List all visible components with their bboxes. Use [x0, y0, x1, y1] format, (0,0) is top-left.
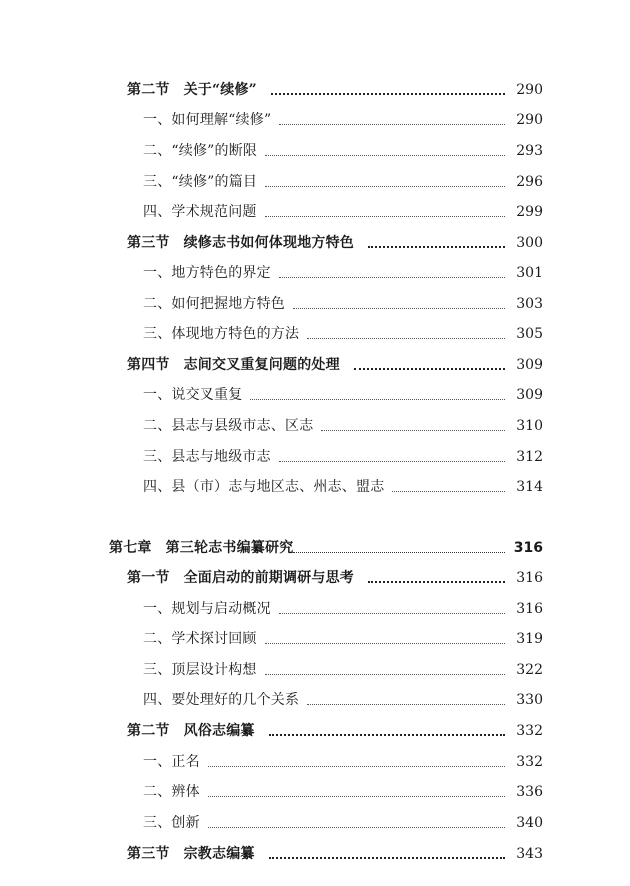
dot-leader — [269, 734, 505, 736]
toc-item[interactable] — [143, 385, 543, 405]
item-title: 一、如何理解“续修” — [143, 112, 272, 128]
page-number: 316 — [516, 601, 543, 617]
dot-leader — [250, 399, 505, 400]
chapter-number: 第七章 — [109, 540, 152, 556]
dot-leader — [279, 613, 505, 614]
toc-section[interactable] — [127, 721, 543, 741]
dot-leader — [265, 643, 505, 644]
dot-leader — [208, 766, 505, 767]
section-title: 宗教志编纂 — [183, 846, 255, 862]
item-title: 四、学术规范问题 — [143, 204, 257, 220]
dot-leader — [293, 552, 505, 553]
page-number: 309 — [516, 387, 543, 403]
item-title: 二、如何把握地方特色 — [143, 296, 285, 312]
page-number: 309 — [516, 357, 543, 373]
dot-leader — [392, 491, 505, 492]
dot-leader — [265, 186, 505, 187]
section-title: 全面启动的前期调研与思考 — [183, 570, 355, 586]
dot-leader — [269, 857, 505, 859]
toc-section[interactable] — [127, 233, 543, 253]
dot-leader — [279, 124, 505, 125]
section-number: 第四节 — [127, 357, 170, 373]
item-title: 三、体现地方特色的方法 — [143, 326, 300, 342]
dot-leader — [321, 430, 505, 431]
section-title: 志间交叉重复问题的处理 — [183, 357, 340, 373]
toc-item[interactable] — [143, 110, 543, 130]
dot-leader — [293, 308, 505, 309]
toc-item[interactable] — [143, 660, 543, 680]
section-number: 第二节 — [127, 723, 170, 739]
page-number: 340 — [516, 815, 543, 831]
item-title: 一、说交叉重复 — [143, 387, 243, 403]
toc-item[interactable] — [143, 447, 543, 467]
page-number: 343 — [516, 846, 543, 862]
toc-item[interactable] — [143, 324, 543, 344]
section-number: 第一节 — [127, 570, 170, 586]
section-number: 第三节 — [127, 846, 170, 862]
page-number: 290 — [516, 112, 543, 128]
dot-leader — [279, 461, 505, 462]
page-number: 319 — [516, 631, 543, 647]
toc-section[interactable] — [127, 80, 543, 100]
dot-leader — [271, 93, 505, 95]
toc-item[interactable] — [143, 263, 543, 283]
section-number: 第二节 — [127, 82, 170, 98]
item-title: 一、地方特色的界定 — [143, 265, 271, 281]
page-number: 332 — [516, 723, 543, 739]
page-number: 336 — [516, 784, 543, 800]
item-title: 一、正名 — [143, 754, 200, 770]
toc-section[interactable] — [127, 568, 543, 588]
page-number: 332 — [516, 754, 543, 770]
item-title: 三、“续修”的篇目 — [143, 174, 258, 190]
item-title: 四、要处理好的几个关系 — [143, 692, 300, 708]
toc-item[interactable] — [143, 202, 543, 222]
item-title: 二、辨体 — [143, 784, 200, 800]
page-number: 314 — [516, 479, 543, 495]
toc-item[interactable] — [143, 813, 543, 833]
dot-leader — [265, 674, 505, 675]
page-number: 312 — [516, 449, 543, 465]
page-number: 300 — [516, 235, 543, 251]
toc-item[interactable] — [143, 752, 543, 772]
dot-leader — [208, 827, 505, 828]
section-number: 第三节 — [127, 235, 170, 251]
toc-item[interactable] — [143, 629, 543, 649]
page-number: 322 — [516, 662, 543, 678]
dot-leader — [368, 581, 505, 583]
page-number: 293 — [516, 143, 543, 159]
dot-leader — [354, 368, 505, 370]
section-title: 风俗志编纂 — [183, 723, 255, 739]
page-number: 296 — [516, 174, 543, 190]
page-number: 305 — [516, 326, 543, 342]
item-title: 三、顶层设计构想 — [143, 662, 257, 678]
dot-leader — [208, 796, 505, 797]
dot-leader — [265, 155, 505, 156]
toc-section[interactable] — [127, 844, 543, 864]
toc-item[interactable] — [143, 172, 543, 192]
dot-leader — [279, 277, 505, 278]
page-number: 310 — [516, 418, 543, 434]
item-title: 一、规划与启动概况 — [143, 601, 271, 617]
page-number: 301 — [516, 265, 543, 281]
toc-item[interactable] — [143, 782, 543, 802]
page-number: 299 — [516, 204, 543, 220]
section-title: 续修志书如何体现地方特色 — [183, 235, 355, 251]
page-number: 316 — [513, 540, 543, 556]
toc-section[interactable] — [127, 355, 543, 375]
page-number: 303 — [516, 296, 543, 312]
item-title: 二、“续修”的断限 — [143, 143, 258, 159]
dot-leader — [307, 704, 505, 705]
toc-item[interactable] — [143, 294, 543, 314]
item-title: 三、创新 — [143, 815, 200, 831]
item-title: 四、县（市）志与地区志、州志、盟志 — [143, 479, 385, 495]
toc-chapter[interactable] — [109, 538, 543, 558]
toc-item[interactable] — [143, 141, 543, 161]
toc-item[interactable] — [143, 599, 543, 619]
page-number: 316 — [516, 570, 543, 586]
item-title: 二、学术探讨回顾 — [143, 631, 257, 647]
page-number: 330 — [516, 692, 543, 708]
dot-leader — [265, 216, 505, 217]
item-title: 二、县志与县级市志、区志 — [143, 418, 314, 434]
dot-leader — [368, 246, 505, 248]
page-number: 290 — [516, 82, 543, 98]
item-title: 三、县志与地级市志 — [143, 449, 271, 465]
chapter-title: 第三轮志书编纂研究 — [165, 540, 294, 556]
toc-item[interactable] — [143, 477, 543, 497]
dot-leader — [307, 338, 505, 339]
section-title: 关于“续修” — [183, 82, 257, 98]
toc-item[interactable] — [143, 416, 543, 436]
toc-item[interactable] — [143, 690, 543, 710]
